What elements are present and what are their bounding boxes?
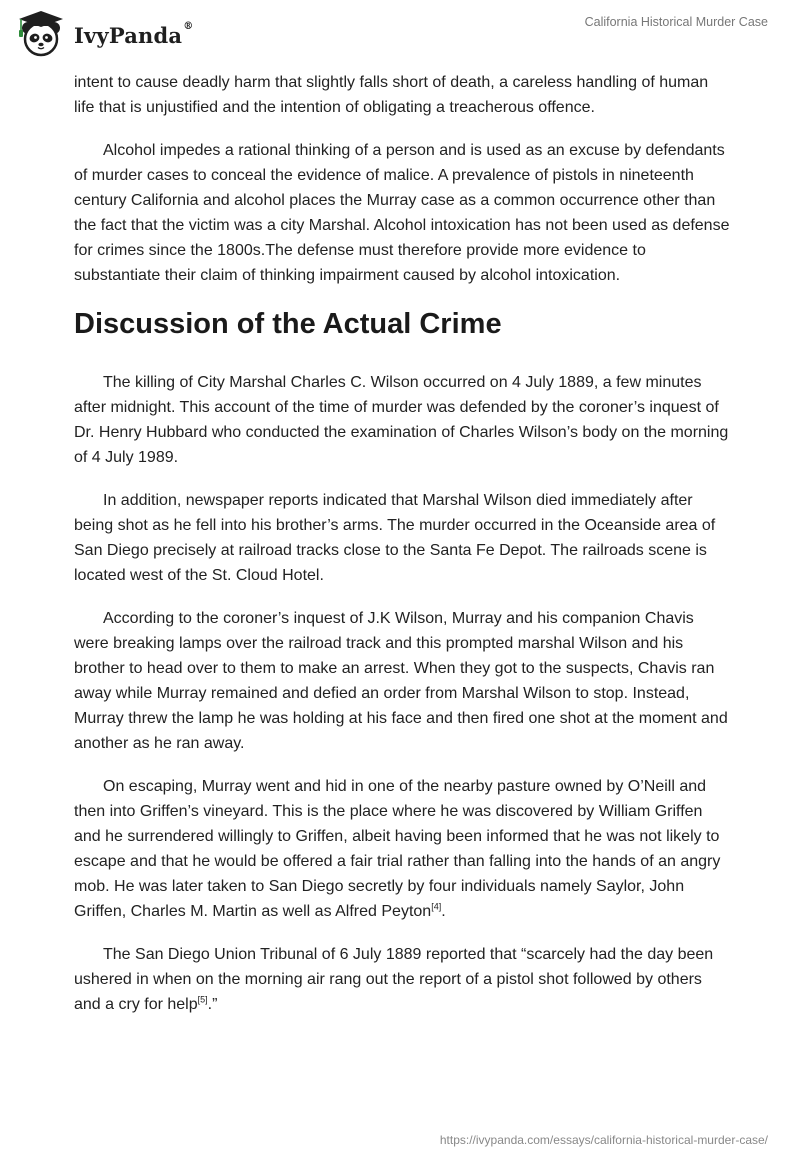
page-header [0,0,800,64]
paragraph-newspaper-reports: In addition, newspaper reports indicated that Marshal Wilson died immediately after being shot as he fell into his brother’s arms. The murder occurred in the Oceanside area of San Diego precisely at railroad tracks close to the Santa Fe Depot. The railroads scene is located west of the St. Cloud Hotel. [74,492,716,584]
paragraph-coroner-inquest: According to the coroner’s inquest of J.K Wilson, Murray and his companion Chavis were breaking lamps over the railroad track and this prompted marshal Wilson and his brother to head over to them to make an arrest. When they got to the suspects, Chavis ran away while Murray remained and defied an order from Marshal Wilson to stop. Instead, Murray threw the lamp he was holding at his face and then fired one shot at the moment and another as he ran away. [74,610,728,752]
essay-body [74,70,730,1035]
paragraph-continued: intent to cause deadly harm that slightly falls short of death, a careless handling of human life that is unjustified and the intention of obligating a treacherous offence. [74,74,709,116]
source-url[interactable]: https://ivypanda.com/essays/california-historical-murder-case/ [439,1133,768,1147]
document-title: California Historical Murder Case [584,15,768,29]
brand-logo[interactable] [14,8,193,60]
brand-text: IvyPanda [74,22,183,48]
footnote-ref-4[interactable]: [4] [431,901,442,912]
paragraph-quote-end: .” [207,996,218,1013]
section-heading: Discussion of the Actual Crime [74,308,502,340]
paragraph-quote-text: The San Diego Union Tribunal of 6 July 1889 reported that “scarcely had the day been ushered in when on the morning air rang out the report of a pistol shot followed by others and a cry for help [74,946,714,1013]
paragraph-newspaper-quote [74,942,730,1017]
paragraph-escape-end: . [441,903,446,920]
registered-mark: ® [183,20,194,32]
panda-graduation-cap-icon [14,8,68,60]
brand-name [74,20,194,48]
paragraph-escape [74,774,730,924]
footnote-ref-5[interactable]: [5] [197,994,208,1005]
paragraph-escape-text: On escaping, Murray went and hid in one of the nearby pasture owned by O’Neill and then into Griffen’s vineyard. This is the place where he was discovered by William Griffen and he surrendered willingly to Griffen, albeit having been informed that he was not likely to escape and that he would be offered a fair trial rather than falling into the hands of an angry mob. He was later taken to San Diego secretly by four individuals namely Saylor, John Griffen, Charles M. Martin as well as Alfred Peyton [74,778,721,920]
paragraph-alcohol: Alcohol impedes a rational thinking of a person and is used as an excuse by defendants of murder cases to conceal the evidence of malice. A prevalence of pistols in nineteenth century California and alcohol places the Murray case as a common occurrence other than the fact that the victim was a city Marshal. Alcohol intoxication has not been used as defense for crimes since the 1800s.The defense must therefore provide more evidence to substantiate their claim of thinking impairment caused by alcohol intoxication. [74,142,730,284]
paragraph-killing: The killing of City Marshal Charles C. Wilson occurred on 4 July 1889, a few minutes after midnight. This account of the time of murder was defended by the coroner’s inquest of Dr. Henry Hubbard who conducted the examination of Charles Wilson’s body on the morning of 4 July 1989. [74,374,729,466]
